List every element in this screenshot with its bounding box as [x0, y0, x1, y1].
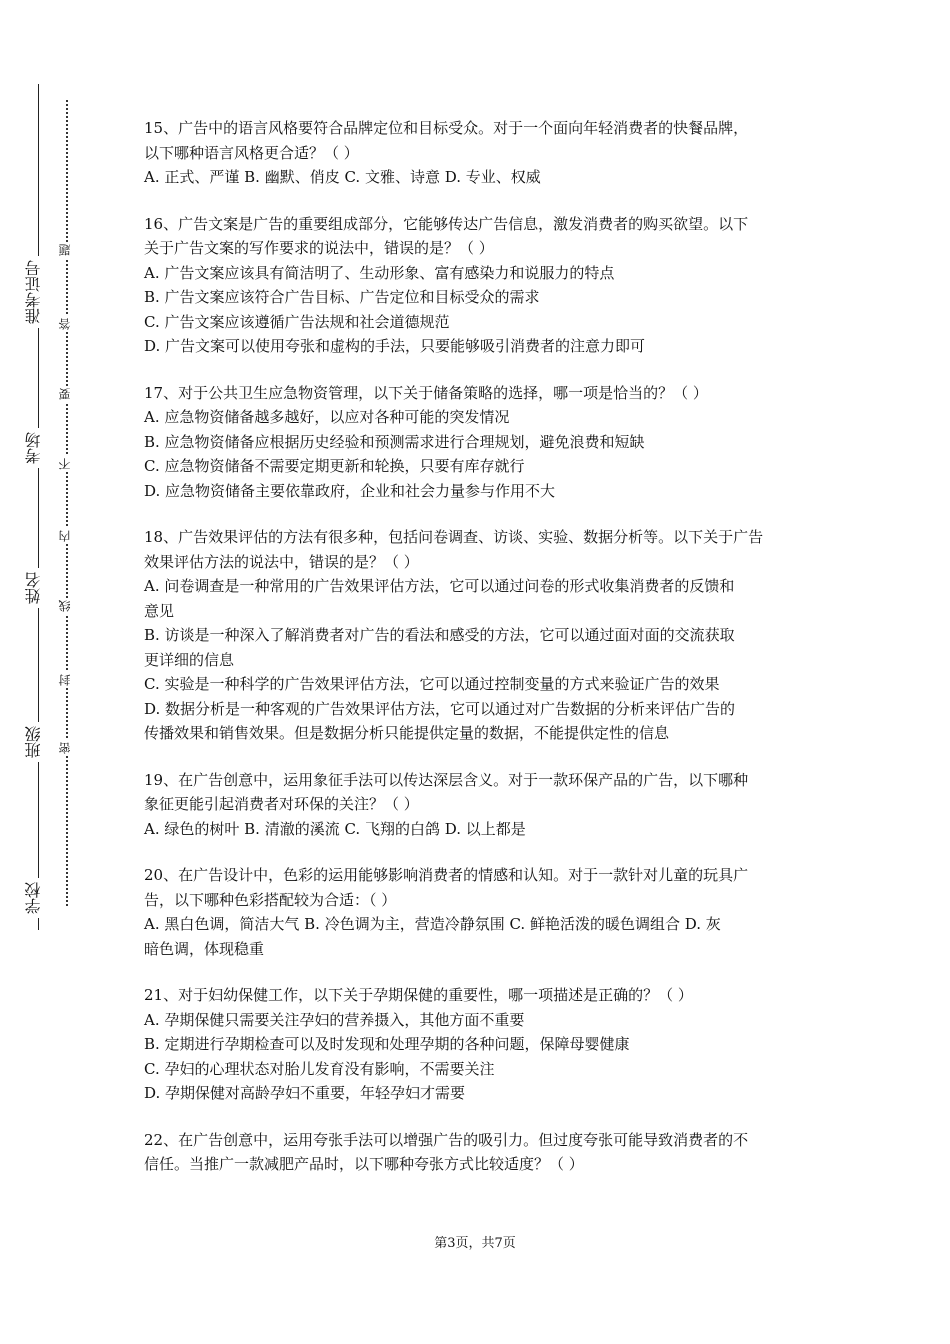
question-stem: 以下哪种语言风格更合适？（ ）	[144, 143, 359, 162]
question-stem: 17、对于公共卫生应急物资管理，以下关于储备策略的选择，哪一项是恰当的？（ ）	[144, 383, 708, 402]
question-stem: 信任。当推广一款减肥产品时，以下哪种夸张方式比较适度？（ ）	[144, 1155, 584, 1173]
question-option: B. 访谈是一种深入了解消费者对广告的看法和感受的方法，它可以通过面对面的交流获取	[144, 626, 735, 644]
field-class-label: 班级	[22, 722, 56, 762]
question-option: A. 问卷调查是一种常用的广告效果评估方法，它可以通过问卷的形式收集消费者的反馈和	[144, 577, 735, 595]
question-stem: 象征更能引起消费者对环保的关注？（ ）	[144, 795, 419, 813]
question-option: D. 数据分析是一种客观的广告效果评估方法，它可以通过对广告数据的分析来评估广告的	[144, 699, 736, 718]
question-15	[144, 116, 810, 190]
seal-char: 不	[58, 456, 76, 472]
question-option: A. 正式、严谨 B. 幽默、俏皮 C. 文雅、诗意 D. 专业、权威	[144, 168, 541, 186]
binding-solid-line	[38, 84, 39, 930]
question-option: B. 广告文案应该符合广告目标、广告定位和目标受众的需求	[144, 288, 540, 306]
question-option: A. 孕期保健只需要关注孕妇的营养摄入，其他方面不重要	[144, 1010, 525, 1029]
question-option: C. 广告文案应该遵循广告法规和社会道德规范	[144, 312, 450, 331]
question-stem: 告，以下哪种色彩搭配较为合适：（ ）	[144, 890, 397, 909]
question-option: D. 孕期保健对高龄孕妇不重要，年轻孕妇才需要	[144, 1084, 466, 1102]
field-school-label: 学校	[22, 878, 56, 918]
seal-char: 封	[58, 672, 76, 688]
binding-dotted-line	[66, 100, 68, 906]
seal-char: 题	[58, 242, 76, 258]
question-option: C. 实验是一种科学的广告效果评估方法，它可以通过控制变量的方式来验证广告的效果	[144, 675, 720, 693]
question-list	[144, 116, 810, 1199]
page-footer: 第3页，共7页	[434, 1236, 516, 1251]
question-option: 更详细的信息	[144, 650, 235, 669]
question-stem: 16、广告文案是广告的重要组成部分，它能够传达广告信息，激发消费者的购买欲望。以下	[144, 214, 749, 233]
question-option: C. 应急物资储备不需要定期更新和轮换，只要有库存就行	[144, 457, 525, 475]
seal-char: 线	[58, 598, 76, 614]
question-19	[144, 768, 810, 842]
field-name-label: 姓名	[22, 568, 56, 608]
question-option: A. 绿色的树叶 B. 清澈的溪流 C. 飞翔的白鸽 D. 以上都是	[144, 819, 526, 838]
question-stem: 15、广告中的语言风格要符合品牌定位和目标受众。对于一个面向年轻消费者的快餐品牌，	[144, 119, 749, 137]
question-stem: 22、在广告创意中，运用夸张手法可以增强广告的吸引力。但过度夸张可能导致消费者的不	[144, 1130, 749, 1149]
question-stem: 19、在广告创意中，运用象征手法可以传达深层含义。对于一款环保产品的广告，以下哪种	[144, 770, 749, 789]
seal-char: 密	[58, 740, 76, 756]
question-stem: 关于广告文案的写作要求的说法中，错误的是？（ ）	[144, 239, 494, 257]
question-stem: 21、对于妇幼保健工作，以下关于孕期保健的重要性，哪一项描述是正确的？（ ）	[144, 986, 693, 1004]
question-option: B. 定期进行孕期检查可以及时发现和处理孕期的各种问题，保障母婴健康	[144, 1035, 630, 1053]
question-18	[144, 525, 810, 746]
question-option: 传播效果和销售效果。但是数据分析只能提供定量的数据，不能提供定性的信息	[144, 724, 670, 742]
field-admission-number-label: 准考证号	[22, 256, 56, 328]
question-21	[144, 983, 810, 1106]
question-option: A. 应急物资储备越多越好，以应对各种可能的突发情况	[144, 408, 510, 426]
question-stem: 18、广告效果评估的方法有很多种，包括问卷调查、访谈、实验、数据分析等。以下关于广告	[144, 528, 764, 546]
seal-char: 内	[58, 528, 76, 544]
question-16	[144, 212, 810, 359]
seal-char: 答	[58, 316, 76, 332]
question-17	[144, 381, 810, 504]
question-20	[144, 863, 810, 961]
question-option: 暗色调，体现稳重	[144, 939, 265, 958]
binding-margin	[0, 0, 110, 1344]
question-22	[144, 1128, 810, 1177]
question-option: A. 广告文案应该具有简洁明了、生动形象、富有感染力和说服力的特点	[144, 263, 615, 282]
field-exam-room-label: 考场	[22, 428, 56, 468]
question-stem: 20、在广告设计中，色彩的运用能够影响消费者的情感和认知。对于一款针对儿童的玩具广	[144, 866, 749, 884]
question-option: B. 应急物资储备应根据历史经验和预测需求进行合理规划，避免浪费和短缺	[144, 432, 645, 451]
question-option: C. 孕妇的心理状态对胎儿发育没有影响，不需要关注	[144, 1059, 495, 1078]
question-stem: 效果评估方法的说法中，错误的是？（ ）	[144, 552, 419, 571]
seal-char: 要	[58, 386, 76, 402]
question-option: D. 广告文案可以使用夸张和虚构的手法，只要能够吸引消费者的注意力即可	[144, 337, 646, 355]
question-option: D. 应急物资储备主要依靠政府，企业和社会力量参与作用不大	[144, 481, 556, 500]
question-option: 意见	[144, 601, 175, 620]
question-option: A. 黑白色调，简洁大气 B. 冷色调为主，营造冷静氛围 C. 鲜艳活泼的暖色调组合 D. 灰	[144, 915, 721, 933]
